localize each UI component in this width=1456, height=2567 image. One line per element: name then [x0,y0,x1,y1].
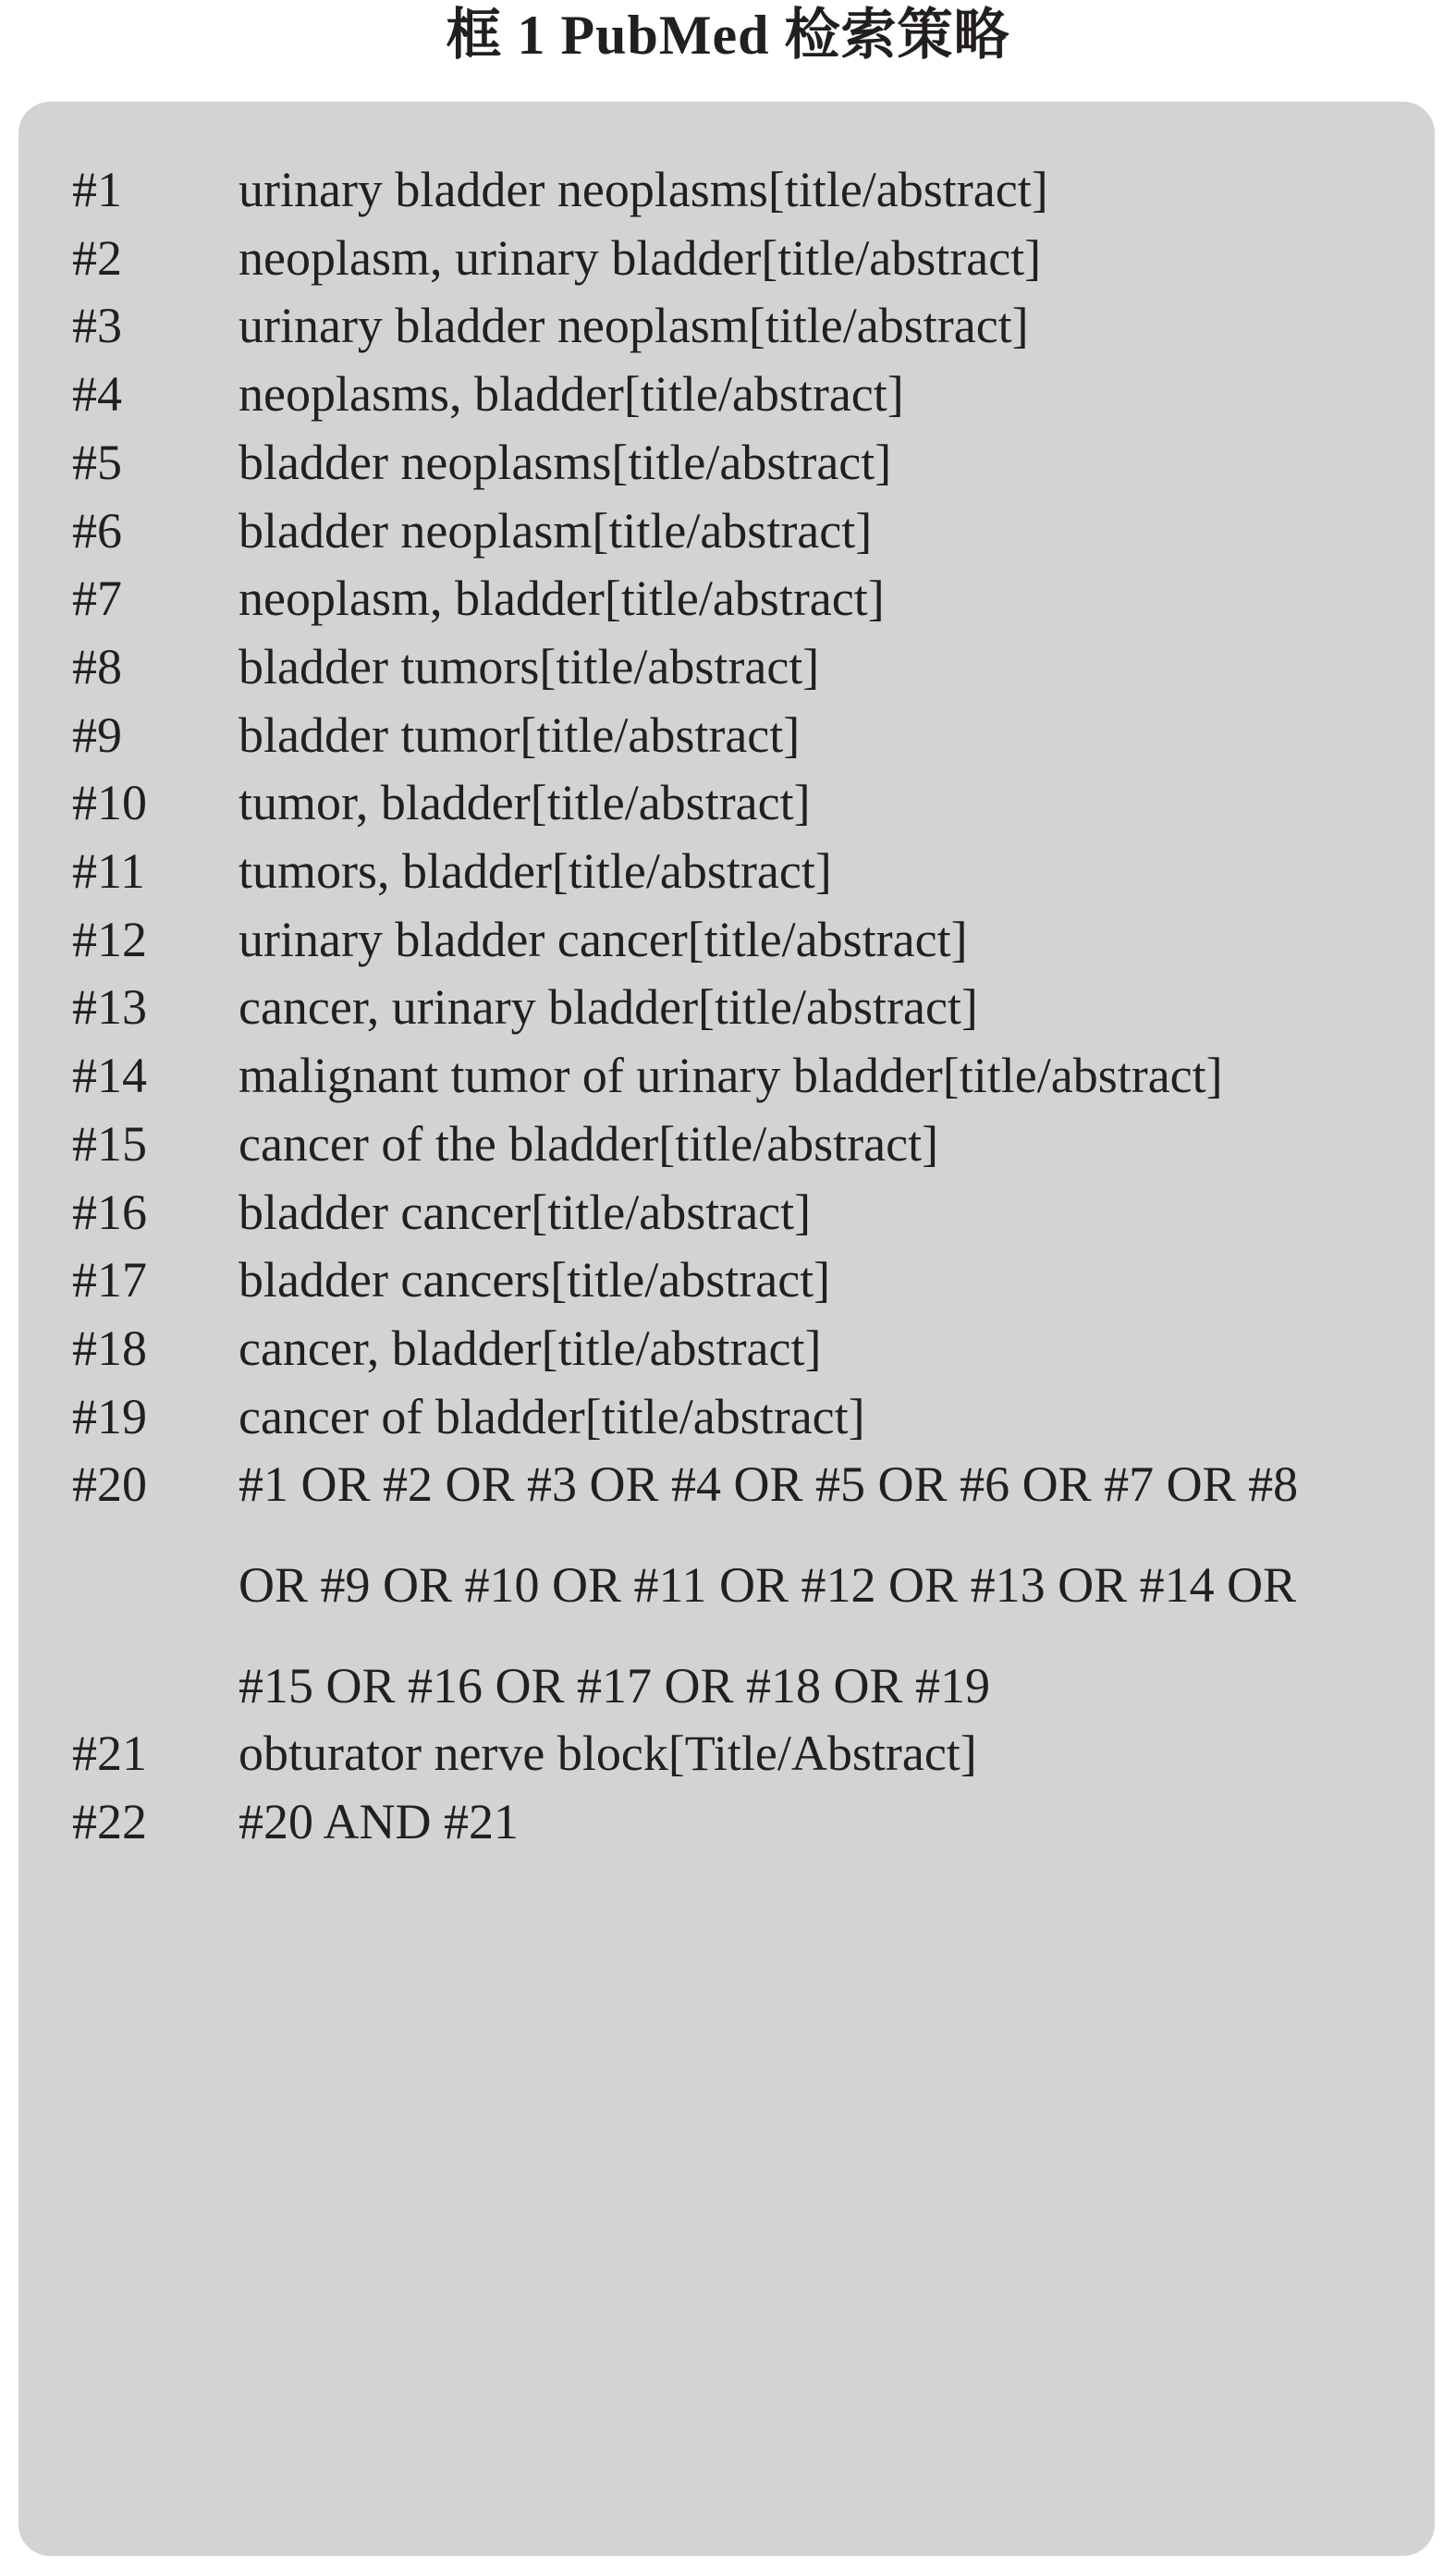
search-row-number: #19 [72,1388,147,1444]
search-row [18,1794,1435,1873]
search-term-line: cancer of the bladder[title/abstract] [239,1115,939,1172]
search-term-line: cancer, bladder[title/abstract] [239,1320,822,1376]
search-term-line: bladder tumors[title/abstract] [239,638,820,694]
search-term-line: cancer of bladder[title/abstract] [239,1388,865,1444]
search-row-number: #11 [72,843,145,900]
search-row-number: #17 [72,1252,147,1308]
search-row-number: #10 [72,775,147,831]
search-row-number: #8 [72,638,122,694]
search-row-number: #14 [72,1048,147,1104]
search-term-line: malignant tumor of urinary bladder[title/abstract] [239,1048,1223,1104]
search-row [18,1456,1435,1736]
search-term-line: bladder cancer[title/abstract] [239,1184,812,1240]
search-term-line: #1 OR #2 OR #3 OR #4 OR #5 OR #6 OR #7 OR #8 [239,1456,1299,1513]
search-term-line: tumors, bladder[title/abstract] [239,843,832,900]
search-term-line: urinary bladder cancer[title/abstract] [239,911,968,967]
search-row-number: #20 [72,1456,147,1513]
search-term-line: obturator nerve block[Title/Abstract] [239,1726,977,1782]
search-row-number: #18 [72,1320,147,1376]
search-row-number: #6 [72,502,122,559]
search-term-line: cancer, urinary bladder[title/abstract] [239,979,978,1036]
search-row-number: #5 [72,434,122,490]
search-row-number: #1 [72,162,122,217]
search-row-number: #9 [72,706,122,763]
search-row-number: #13 [72,979,147,1036]
search-row-number: #22 [72,1794,147,1850]
search-term-line: tumor, bladder[title/abstract] [239,775,811,831]
search-term-line: neoplasms, bladder[title/abstract] [239,366,904,423]
search-strategy-box [18,102,1435,2556]
search-term-line: OR #9 OR #10 OR #11 OR #12 OR #13 OR #14 OR [239,1557,1297,1614]
search-term-line: bladder neoplasm[title/abstract] [239,502,873,559]
search-row-number: #4 [72,366,122,423]
search-term-line: #15 OR #16 OR #17 OR #18 OR #19 [239,1657,991,1713]
search-row-number: #3 [72,298,122,354]
box-caption: 框 1 PubMed 检索策略 [446,5,1010,66]
search-row-number: #2 [72,229,122,286]
search-term-line: #20 AND #21 [239,1794,520,1850]
search-term-line: bladder neoplasms[title/abstract] [239,434,892,490]
search-term-line: bladder cancers[title/abstract] [239,1252,831,1308]
search-row-number: #15 [72,1115,147,1172]
search-row-number: #21 [72,1726,147,1782]
search-row-number: #7 [72,571,122,627]
search-row-number: #16 [72,1184,147,1240]
search-term-line: neoplasm, bladder[title/abstract] [239,571,885,627]
search-row-number: #12 [72,911,147,967]
search-strategy-list [18,162,1435,1873]
search-row-term [239,1434,1440,1736]
search-term-line: urinary bladder neoplasms[title/abstract] [239,162,1048,217]
search-row-term [239,1772,519,1873]
search-term-line: bladder tumor[title/abstract] [239,706,801,763]
search-term-line: urinary bladder neoplasm[title/abstract] [239,298,1029,354]
search-term-line: neoplasm, urinary bladder[title/abstract] [239,229,1042,286]
